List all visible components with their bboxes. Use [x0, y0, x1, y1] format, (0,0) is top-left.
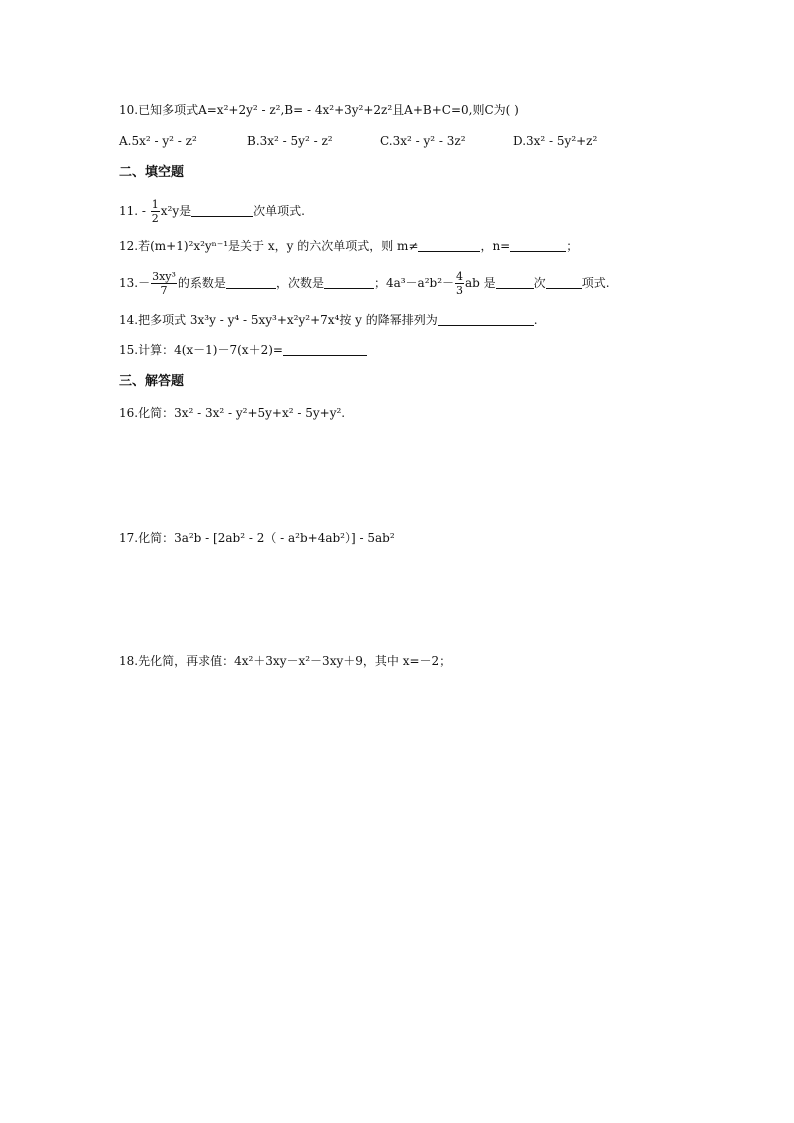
q13-text-3: ；4a³－a²b²－: [373, 276, 455, 290]
q13-numerator-1: 3xy³: [152, 270, 176, 283]
q15-answer-blank[interactable]: [283, 343, 367, 356]
q13-numerator-2: 4: [456, 270, 464, 283]
q12-text-2: ，n=: [480, 239, 511, 253]
question-12: [119, 238, 578, 254]
q14-answer-blank[interactable]: [438, 313, 534, 326]
q11-denominator: 2: [151, 212, 159, 225]
q13-text-4: ab 是: [465, 276, 496, 290]
section-answer-heading: 三、解答题: [119, 374, 185, 389]
question-18: 18.先化简，再求值：4x²＋3xy－x²－3xy＋9，其中 x=－2；: [119, 654, 452, 668]
question-14: [119, 312, 538, 328]
q12-blank-m[interactable]: [418, 239, 480, 252]
q11-fraction: [151, 198, 160, 225]
section-fill-blank-heading: 二、填空题: [119, 165, 185, 180]
q13-blank-degree-2[interactable]: [496, 276, 534, 289]
q11-answer-blank[interactable]: [191, 204, 253, 217]
q11-prefix: 11. -: [119, 204, 150, 218]
q14-text: 14.把多项式 3x³y - y⁴ - 5xy³+x²y²+7x⁴按 y 的降幂排列为: [119, 313, 438, 327]
q13-denominator-1: 7: [160, 284, 168, 297]
q13-denominator-2: 3: [456, 284, 464, 297]
q12-text-3: ；: [566, 239, 579, 253]
q13-prefix: 13.－: [119, 276, 151, 290]
question-11: [119, 196, 305, 226]
question-10-options: [119, 133, 597, 149]
q13-blank-degree[interactable]: [324, 276, 374, 289]
q13-text-5: 次: [533, 276, 546, 290]
q13-text-1: 的系数是: [177, 276, 226, 290]
option-a: A.5x² - y² - z²: [119, 134, 197, 148]
option-b: B.3x² - 5y² - z²: [247, 134, 333, 148]
question-10-stem: 10.已知多项式A=x²+2y² - z²,B= - 4x²+3y²+2z²且A+B+C=0,则C为( ): [119, 103, 519, 117]
question-15: [119, 342, 367, 358]
q12-blank-n[interactable]: [510, 239, 566, 252]
q15-text: 15.计算：4(x－1)－7(x＋2)=: [119, 343, 283, 357]
q11-tail: x²y是: [160, 204, 192, 218]
q13-fraction-2: [455, 270, 464, 297]
q14-end: .: [533, 313, 538, 327]
q13-blank-terms[interactable]: [546, 276, 582, 289]
question-17: 17.化简：3a²b - [2ab² - 2（ - a²b+4ab²）] - 5ab²: [119, 531, 395, 545]
option-c: C.3x² - y² - 3z²: [380, 134, 466, 148]
q13-fraction-1: [151, 270, 177, 297]
option-d: D.3x² - 5y²+z²: [513, 134, 598, 148]
question-16: 16.化简：3x² - 3x² - y²+5y+x² - 5y+y².: [119, 406, 346, 420]
q13-text-6: 项式.: [581, 276, 610, 290]
q11-numerator: 1: [151, 198, 159, 211]
q12-text-1: 12.若(m+1)²x²yⁿ⁻¹是关于 x，y 的六次单项式，则 m≠: [119, 239, 419, 253]
q13-text-2: ，次数是: [275, 276, 324, 290]
question-13: [119, 266, 610, 300]
q11-after: 次单项式.: [253, 204, 305, 218]
q13-blank-coefficient[interactable]: [226, 276, 276, 289]
